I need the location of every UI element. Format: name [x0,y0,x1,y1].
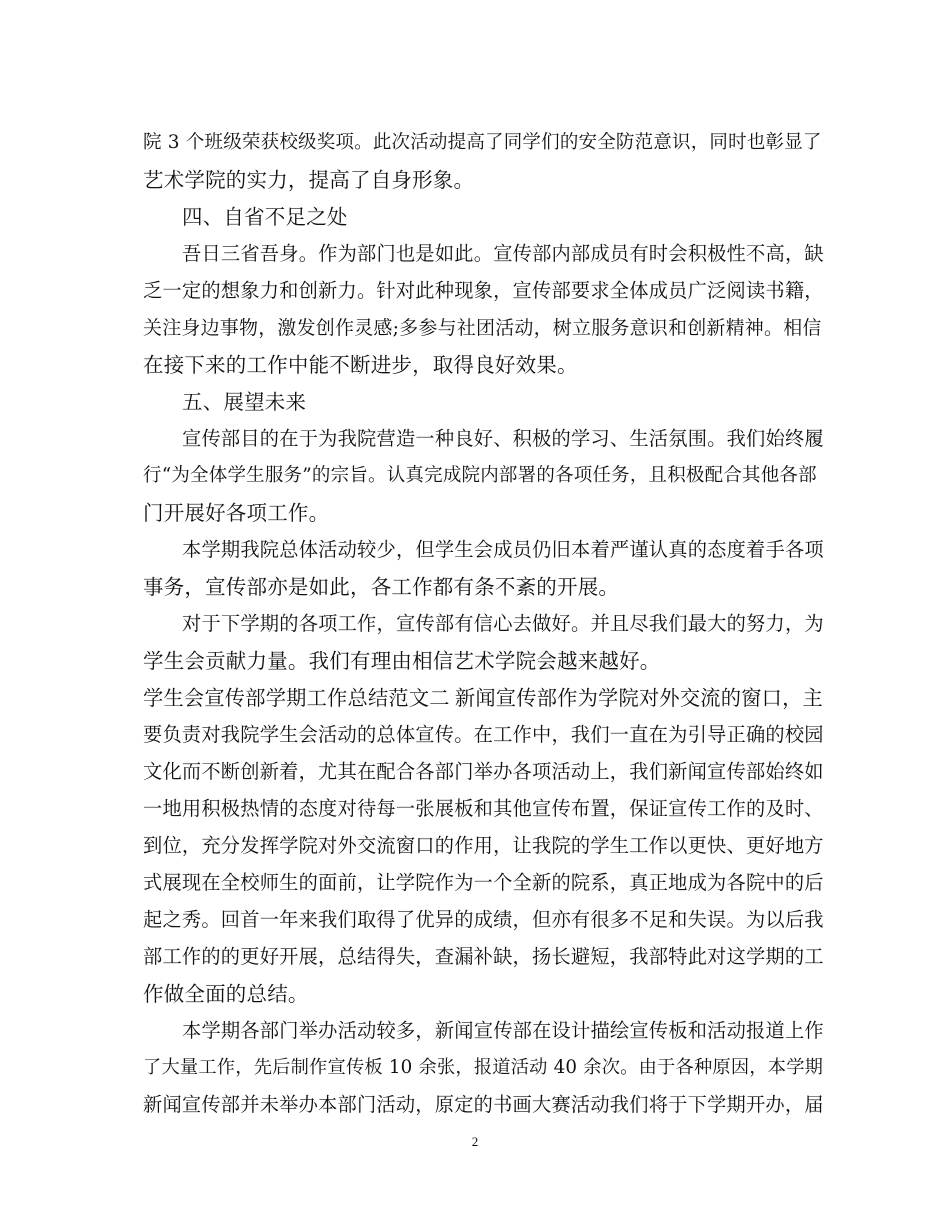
text-fragment: 新闻宣传部作为学院对外交流的窗口，主 [454,686,823,710]
text-line: 宣传部目的在于为我院营造一种良好、积极的学习、生活氛围。我们始终履 [182,427,824,450]
text-line: 部工作的的更好开展，总结得失，查漏补缺，扬长避短，我部特此对这学期的工 [143,945,824,968]
text-line: 对于下学期的各项工作，宣传部有信心去做好。并且尽我们最大的努力，为 [182,612,824,635]
text-line: 到位，充分发挥学院对外交流窗口的作用，让我院的学生工作以更快、更好地方 [143,834,824,857]
text-line: 文化而不断创新着，尤其在配合各部门举办各项活动上，我们新闻宣传部始终如 [143,760,824,783]
page-number: 2 [471,1134,479,1149]
text-line: 作做全面的总结。 [143,982,309,1006]
text-line: 起之秀。回首一年来我们取得了优异的成绩，但亦有很多不足和失误。为以后我 [143,908,824,931]
article-title: 学生会宣传部学期工作总结范文二 [143,686,450,710]
text-line: 吾日三省吾身。作为部门也是如此。宣传部内部成员有时会积极性不高，缺 [182,242,824,265]
text-line [143,683,823,713]
section-heading: 四、自省不足之处 [182,205,348,229]
text-line: 艺术学院的实力，提高了自身形象。 [143,168,475,192]
text-line: 门开展好各项工作。 [143,501,330,525]
text-line: 在接下来的工作中能不断进步，取得良好效果。 [143,353,578,377]
text-line: 了大量工作，先后制作宣传板 10 余张，报道活动 40 余次。由于各种原因，本学期 [143,1057,824,1078]
text-line: 式展现在全校师生的面前，让学院作为一个全新的院系，真正地成为各院中的后 [143,871,824,894]
text-line: 关注身边事物，激发创作灵感;多参与社团活动，树立服务意识和创新精神。相信 [143,317,822,339]
text-line: 乏一定的想象力和创新力。针对此种现象，宣传部要求全体成员广泛阅读书籍， [143,279,824,302]
text-line: 一地用积极热情的态度对待每一张展板和其他宣传布置，保证宣传工作的及时、 [143,797,824,820]
section-heading: 五、展望未来 [182,390,307,414]
text-line: 本学期各部门举办活动较多，新闻宣传部在设计描绘宣传板和活动报道上作 [182,1019,824,1042]
text-line: 要负责对我院学生会活动的总体宣传。在工作中，我们一直在为引导正确的校园 [143,723,824,746]
text-line: 事务，宣传部亦是如此，各工作都有条不紊的开展。 [143,575,620,599]
text-line: 院 3 个班级荣获校级奖项。此次活动提高了同学们的安全防范意识，同时也彰显了 [143,132,822,153]
text-line: 本学期我院总体活动较少，但学生会成员仍旧本着严谨认真的态度着手各项 [182,538,824,561]
text-line: 行“为全体学生服务”的宗旨。认真完成院内部署的各项任务，且积极配合其他各部 [143,465,817,486]
text-line: 新闻宣传部并未举办本部门活动，原定的书画大赛活动我们将于下学期开办，届 [143,1093,824,1116]
text-line: 学生会贡献力量。我们有理由相信艺术学院会越来越好。 [143,649,661,673]
